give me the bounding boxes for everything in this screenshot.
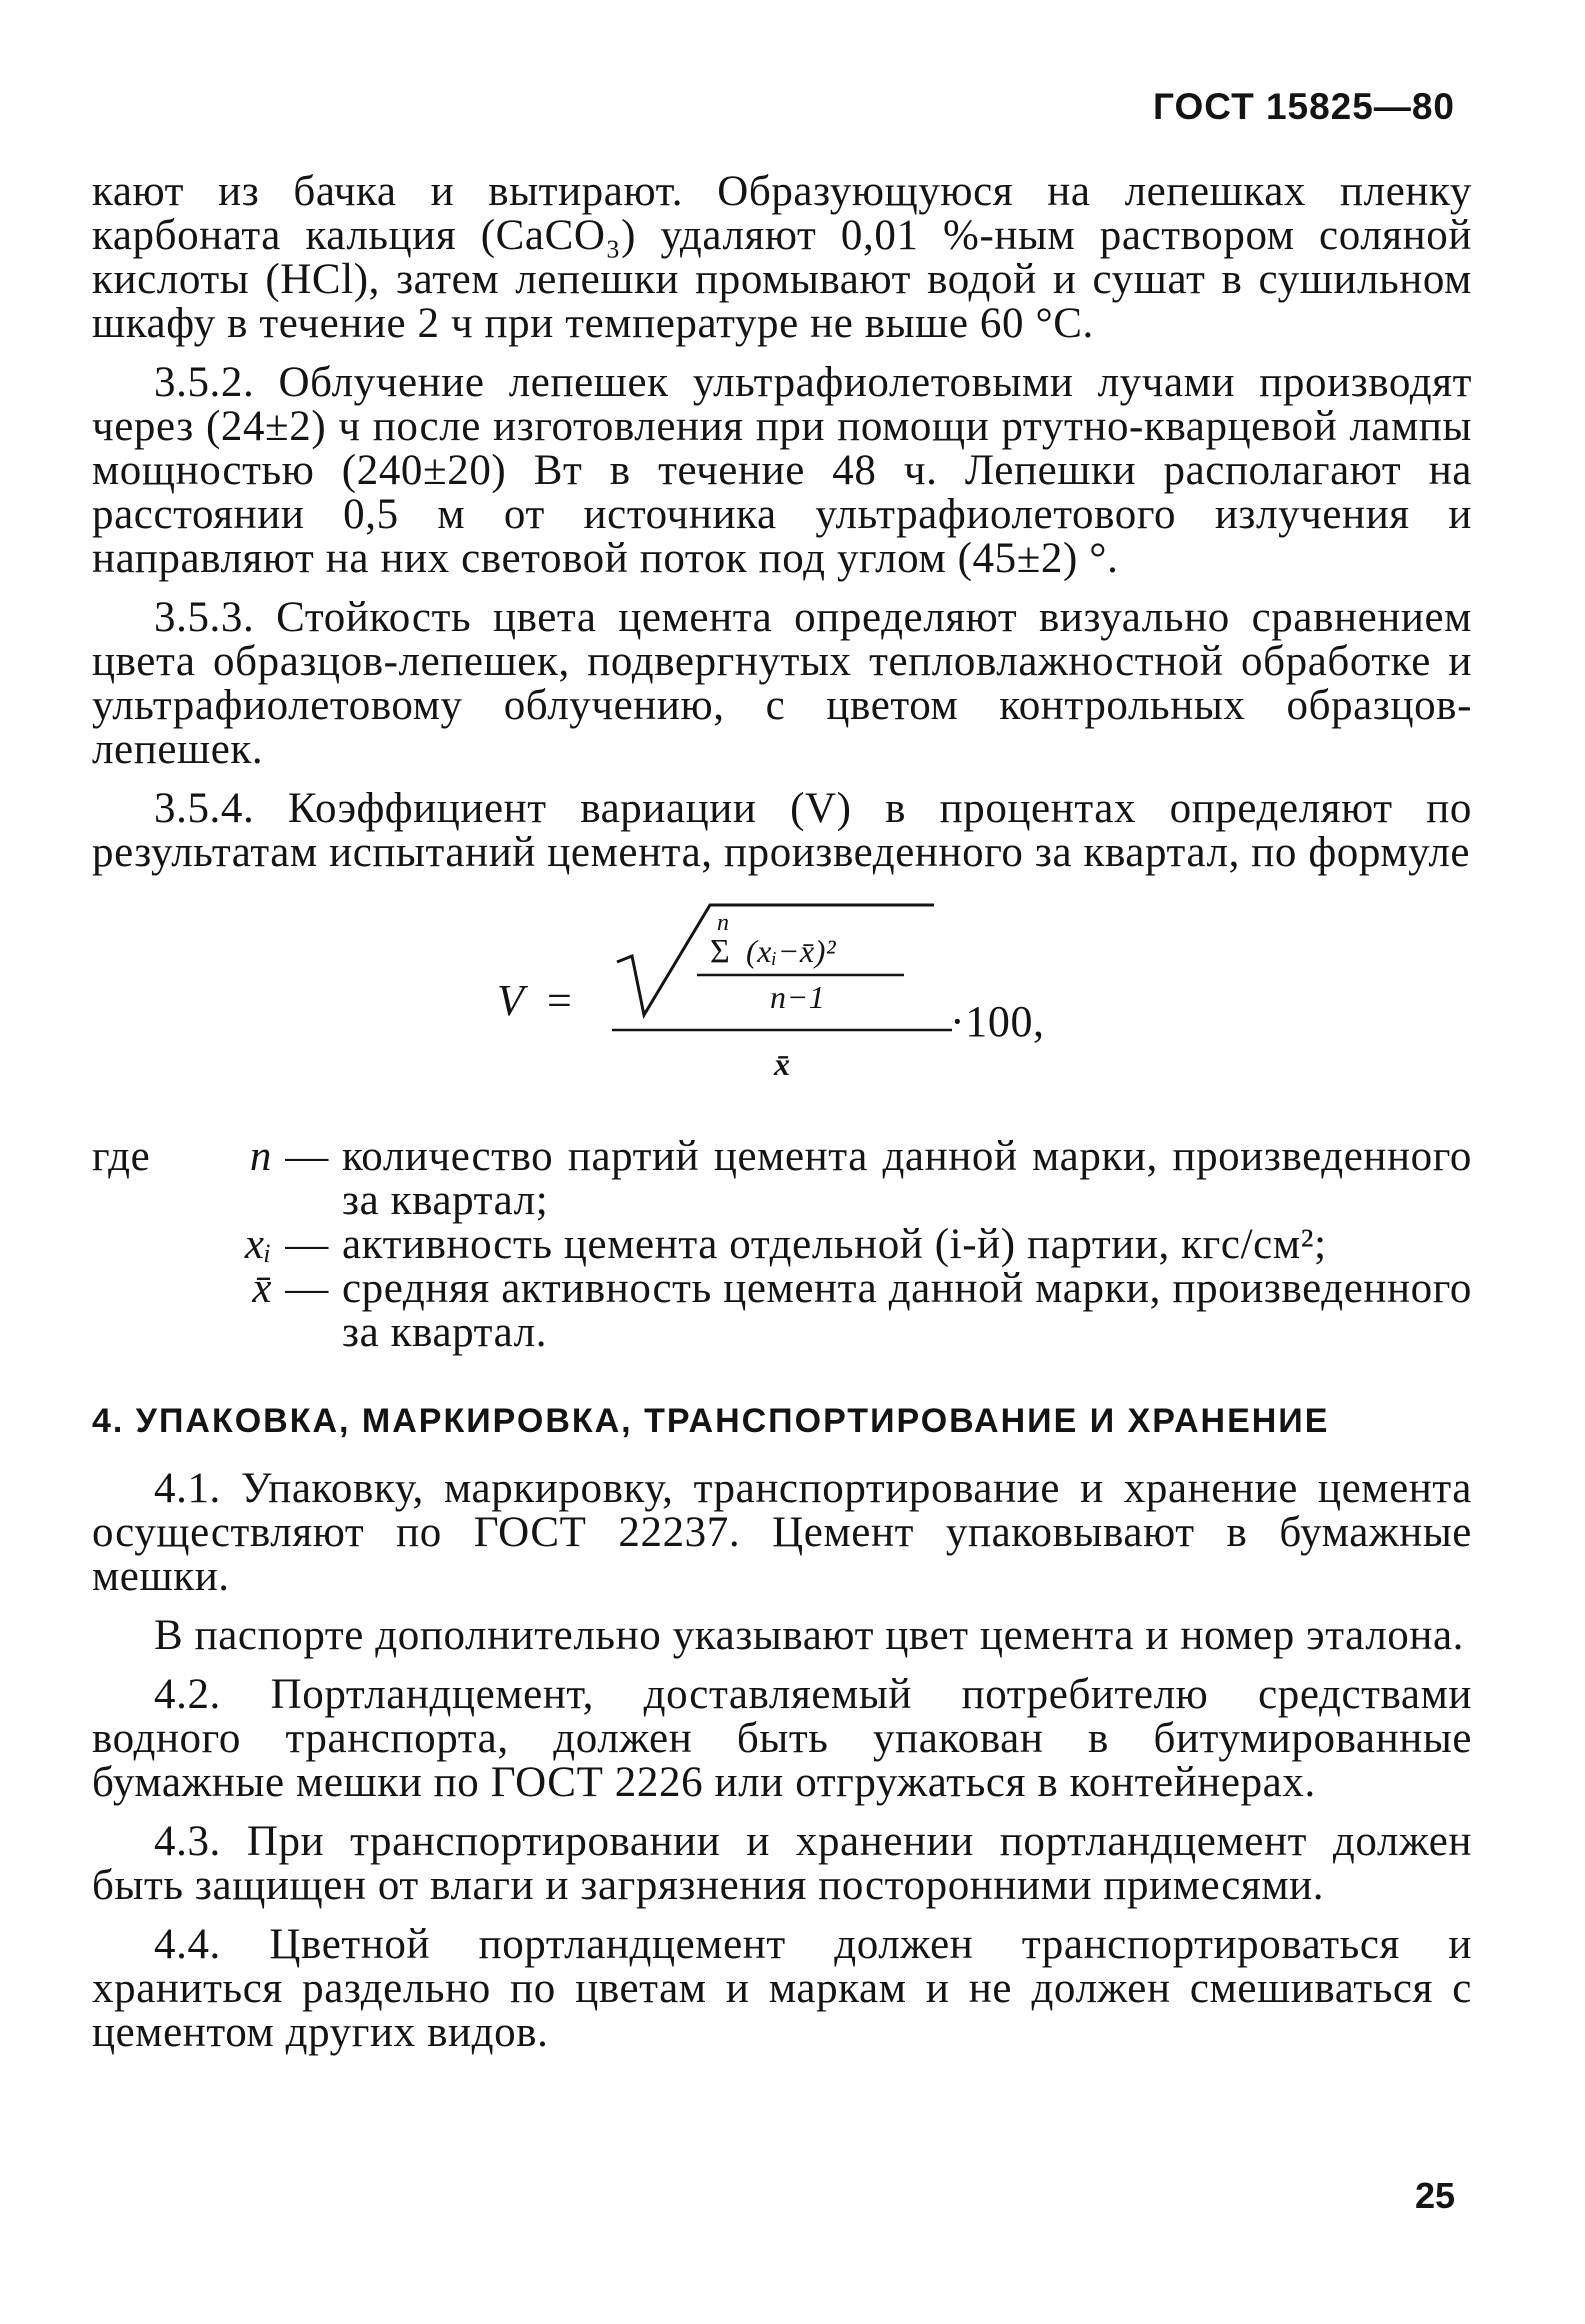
definition-dash: — (285, 1265, 329, 1312)
paragraph-4-1-passport: В паспорте дополнительно указывают цвет цемента и номер эталона. (154, 1612, 1465, 1659)
paragraph-4-2: 4.2. Портландцемент, доставляемый потребителю средствами водного транспорта, должен быть упакован в битумированные бумажные мешки по ГОСТ 2226 или отгружаться в контейнерах. (92, 1671, 1472, 1806)
section-4-title: 4. УПАКОВКА, МАРКИРОВКА, ТРАНСПОРТИРОВАНИЕ И ХРАНЕНИЕ (92, 1402, 1330, 1440)
paragraph-3-5-2: 3.5.2. Облучение лепешек ультрафиолетовыми лучами производят через (24±2) ч после изготовления при помощи ртутно-кварцевой лампы мощностью (240±20) Вт в течение 48 ч. Лепешки располагают на расстоянии 0,5 м от источника ультрафиолетового излучения и направляют на них световой поток под углом (45±2) °. (92, 359, 1472, 582)
definition-row (92, 1223, 1472, 1267)
document-code-header: ГОСТ 15825—80 (1153, 86, 1455, 127)
definition-symbol: x̄ (252, 1265, 272, 1312)
definition-dash: — (285, 1133, 329, 1180)
paragraph-3-5-4: 3.5.4. Коэффициент вариации (V) в процентах определяют по результатам испытаний цемента, произведенного за квартал, по формуле (92, 785, 1472, 876)
paragraph-4-1: 4.1. Упаковку, маркировку, транспортирование и хранение цемента осуществляют по ГОСТ 22237. Цемент упаковывают в бумажные мешки. (92, 1465, 1472, 1600)
definition-text: активность цемента отдельной (i-й) партии, кгс/см²; (342, 1221, 1327, 1268)
formula-equals: = (547, 976, 573, 1025)
definition-dash: — (285, 1221, 329, 1268)
paragraph-4-3: 4.3. При транспортировании и хранении портландцемент должен быть защищен от влаги и загрязнения посторонними примесями. (92, 1818, 1472, 1909)
sum-upper-limit: n (717, 910, 730, 936)
variation-coefficient-formula (92, 890, 1472, 1125)
page-number: 25 (1414, 2175, 1455, 2216)
formula-lhs: V (497, 976, 525, 1025)
where-label: где (92, 1133, 151, 1180)
sum-symbol: Σ (710, 933, 731, 970)
definition-row (92, 1267, 1472, 1355)
outer-denominator: x̄ (774, 1046, 791, 1082)
definition-text: количество партий цемента данной марки, произведенного за квартал; (342, 1133, 1472, 1224)
sum-term: (xᵢ−x̄)² (746, 933, 837, 969)
definition-text: средняя активность цемента данной марки, произведенного за квартал. (342, 1265, 1472, 1356)
paragraph-3-5-3: 3.5.3. Стойкость цвета цемента определяют визуально сравнением цвета образцов-лепешек, подвергнутых тепловлажностной обработке и ультрафиолетовому облучению, с цветом контрольных образцов-лепешек. (92, 594, 1472, 773)
paragraph-continuation: кают из бачка и вытирают. Образующуюся на лепешках пленку карбоната кальция (СаСО₃) удаляют 0,01 %-ным раствором соляной кислоты (HCl), затем лепешки промывают водой и сушат в сушильном шкафу в течение 2 ч при температуре не выше 60 °С. (92, 168, 1472, 347)
formula-graphic (92, 890, 1472, 1125)
formula-multiplier: ·100, (950, 997, 1045, 1046)
paragraph-4-4: 4.4. Цветной портландцемент должен транспортироваться и храниться раздельно по цветам и маркам и не должен смешиваться с цементом других видов. (92, 1921, 1472, 2056)
definition-symbol: n (249, 1133, 272, 1180)
definition-row (92, 1135, 1472, 1223)
symbol-definitions (92, 1135, 1472, 1355)
page-body (92, 170, 1472, 2070)
definition-symbol: xᵢ (244, 1221, 272, 1268)
inner-denominator: n−1 (770, 979, 826, 1015)
